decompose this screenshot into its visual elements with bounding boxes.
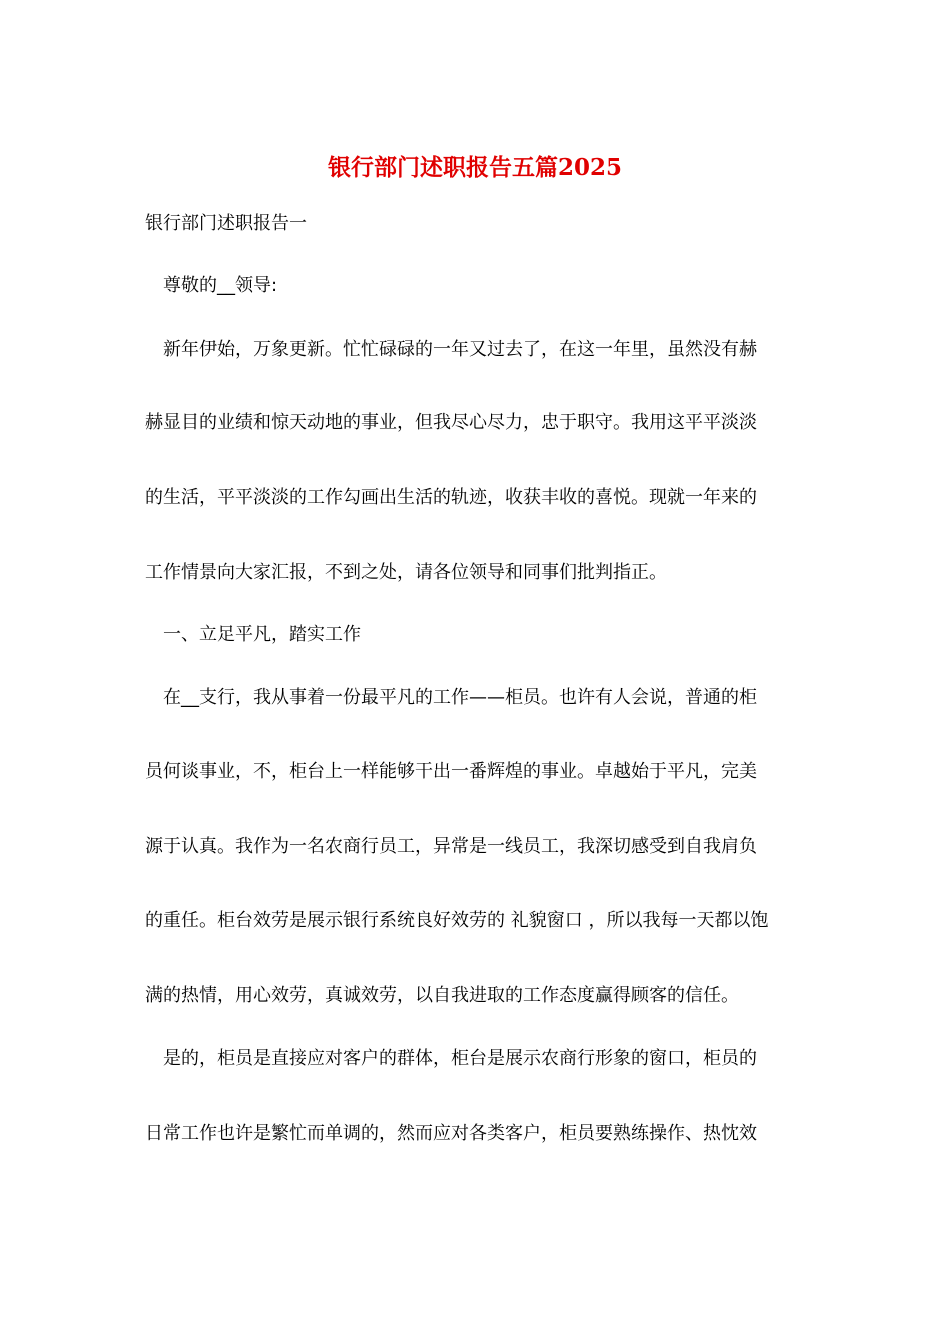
paragraph-line: 赫显目的业绩和惊天动地的事业，但我尽心尽力，忠于职守。我用这平平淡淡 — [145, 412, 757, 433]
paragraph-line: 满的热情，用心效劳，真诚效劳，以自我进取的工作态度赢得顾客的信任。 — [145, 985, 739, 1006]
paragraph-line: 新年伊始，万象更新。忙忙碌碌的一年又过去了，在这一年里，虽然没有赫 — [163, 339, 757, 360]
paragraph-line: 日常工作也许是繁忙而单调的，然而应对各类客户，柜员要熟练操作、热忱效 — [145, 1123, 757, 1144]
paragraph-line: 的生活，平平淡淡的工作勾画出生活的轨迹，收获丰收的喜悦。现就一年来的 — [145, 487, 757, 508]
salutation: 尊敬的__领导: — [163, 275, 278, 296]
paragraph-line: 源于认真。我作为一名农商行员工，异常是一线员工，我深切感受到自我肩负 — [145, 836, 757, 857]
paragraph-line: 是的，柜员是直接应对客户的群体，柜台是展示农商行形象的窗口，柜员的 — [163, 1048, 757, 1069]
subsection-heading: 一、立足平凡，踏实工作 — [163, 624, 361, 645]
section-heading: 银行部门述职报告一 — [145, 213, 307, 234]
paragraph-line: 工作情景向大家汇报，不到之处，请各位领导和同事们批判指正。 — [145, 562, 667, 583]
paragraph-line: 的重任。柜台效劳是展示银行系统良好效劳的 礼貌窗口 ，所以我每一天都以饱 — [145, 910, 769, 931]
paragraph-line: 员何谈事业，不，柜台上一样能够干出一番辉煌的事业。卓越始于平凡，完美 — [145, 761, 757, 782]
document-title: 银行部门述职报告五篇2025 — [327, 154, 622, 181]
paragraph-line: 在__支行，我从事着一份最平凡的工作——柜员。也许有人会说，普通的柜 — [163, 687, 757, 708]
